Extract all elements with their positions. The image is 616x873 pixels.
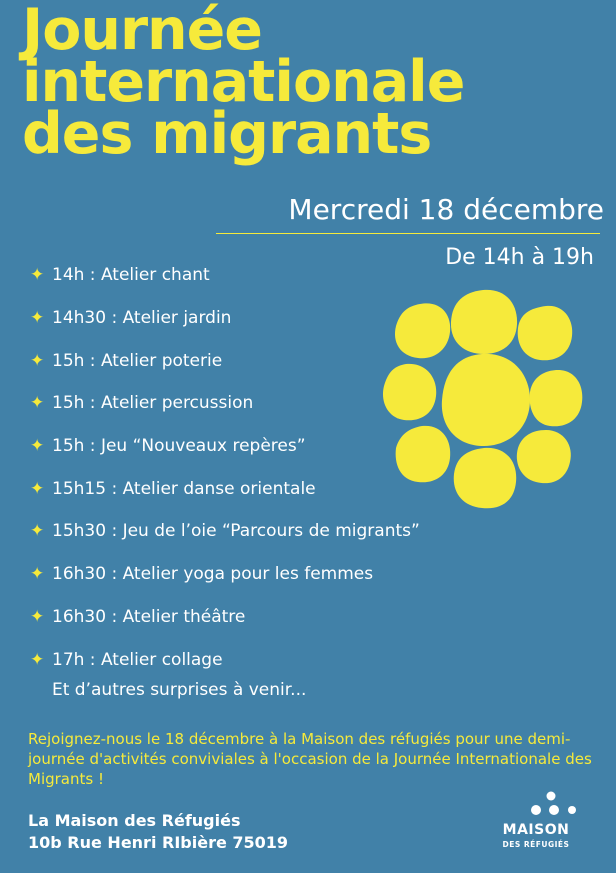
schedule-item-text: 15h30 : Jeu de l’oie “Parcours de migrants”	[52, 521, 420, 542]
schedule-item-text: 16h30 : Atelier théâtre	[52, 606, 246, 627]
sun-petal-bottom	[454, 448, 516, 508]
sun-illustration	[380, 282, 585, 512]
invitation-text: Rejoignez-nous le 18 décembre à la Maison des réfugiés pour une demi-journée d'activités conviviales à l'occasion de la Journée Internationale des Migrants !	[28, 730, 592, 788]
venue-address	[28, 810, 288, 854]
sun-petal-bottom-left	[396, 426, 451, 482]
star-bullet-icon: ✦	[30, 350, 45, 371]
schedule-item-text: 15h : Jeu “Nouveaux repères”	[52, 436, 306, 457]
maison-logo-dots-icon	[496, 788, 576, 822]
schedule-item-text: 15h : Atelier percussion	[52, 393, 254, 414]
title-line-3: des migrants	[22, 101, 432, 167]
sun-petal-bottom-right	[517, 430, 571, 483]
schedule-item	[30, 638, 420, 681]
schedule-item	[30, 339, 420, 382]
title-line-1: Journée	[22, 0, 262, 63]
schedule-item-text: 17h : Atelier collage	[52, 649, 223, 670]
event-date: Mercredi 18 décembre	[288, 193, 604, 226]
date-underline	[216, 233, 600, 234]
more-surprises-text: Et d’autres surprises à venir...	[52, 680, 307, 700]
schedule-item	[30, 382, 420, 425]
event-hours: De 14h à 19h	[445, 245, 594, 270]
star-bullet-icon: ✦	[30, 308, 45, 329]
sun-petal-right	[530, 370, 583, 426]
schedule-item	[30, 467, 420, 510]
sun-petal-top-right	[518, 306, 573, 360]
schedule-item	[30, 510, 420, 553]
sun-petal-top	[451, 290, 517, 354]
schedule-item	[30, 553, 420, 596]
schedule-item-text: 14h30 : Atelier jardin	[52, 308, 232, 329]
star-bullet-icon: ✦	[30, 649, 45, 670]
schedule-item-text: 15h : Atelier poterie	[52, 350, 223, 371]
venue-name: La Maison des Réfugiés	[28, 811, 241, 830]
schedule-item-text: 15h15 : Atelier danse orientale	[52, 478, 316, 499]
title-line-2: internationale	[22, 49, 465, 115]
schedule-item-text: 14h : Atelier chant	[52, 265, 210, 286]
schedule-list	[30, 254, 420, 681]
star-bullet-icon: ✦	[30, 436, 45, 457]
sun-center-blob	[442, 354, 530, 446]
sun-petal-top-left	[395, 303, 450, 358]
schedule-item	[30, 254, 420, 297]
star-bullet-icon: ✦	[30, 478, 45, 499]
maison-des-refugies-logo	[496, 788, 586, 858]
event-title	[22, 0, 602, 167]
schedule-item	[30, 425, 420, 468]
star-bullet-icon: ✦	[30, 393, 45, 414]
schedule-item	[30, 596, 420, 639]
sun-petal-left	[383, 364, 436, 420]
star-bullet-icon: ✦	[30, 521, 45, 542]
star-bullet-icon: ✦	[30, 564, 45, 585]
venue-street: 10b Rue Henri RIbière 75019	[28, 833, 289, 852]
star-bullet-icon: ✦	[30, 606, 45, 627]
star-bullet-icon: ✦	[30, 265, 45, 286]
schedule-item	[30, 297, 420, 340]
logo-subtitle: DES RÉFUGIÉS	[502, 840, 570, 849]
schedule-item-text: 16h30 : Atelier yoga pour les femmes	[52, 564, 374, 585]
logo-word: MAISON	[502, 822, 570, 838]
